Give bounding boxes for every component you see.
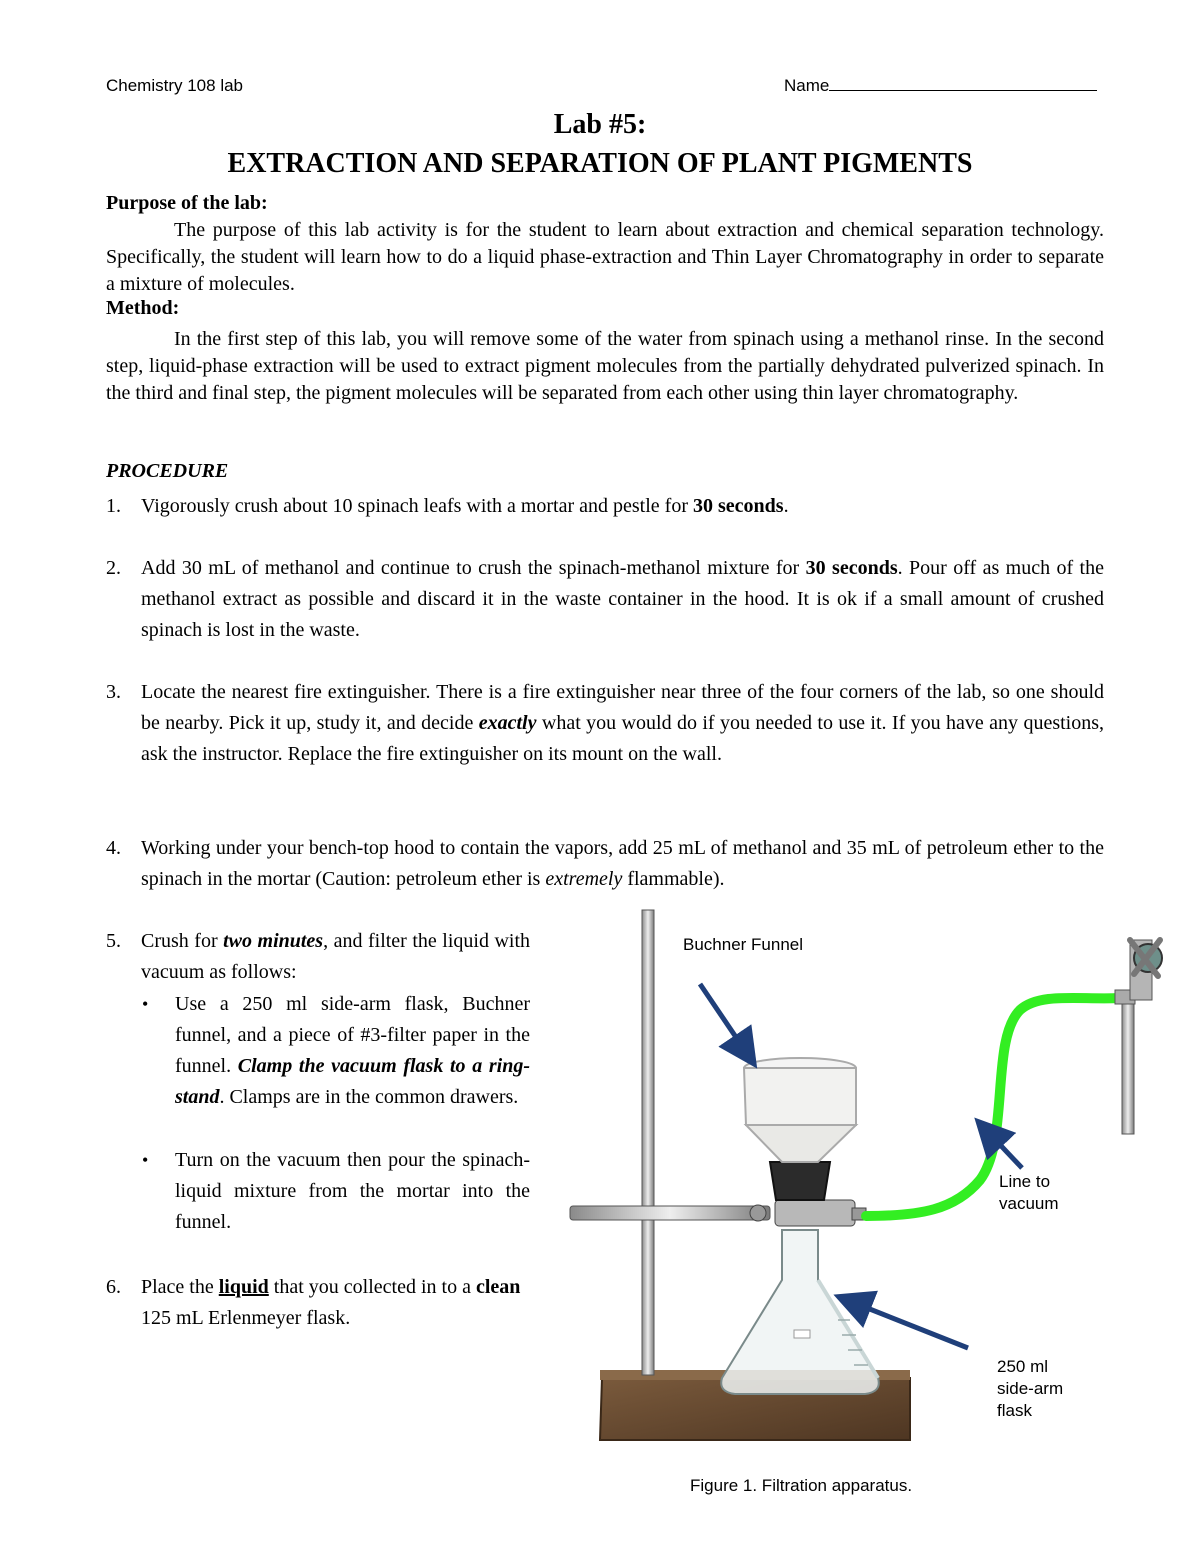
vacuum-tap	[1115, 940, 1162, 1134]
method-text: In the first step of this lab, you will remove some of the water from spinach using a methanol rinse. In the second step, liquid-phase extraction will be used to extract pigment molecules from the partially dehydrated pulverized spinach. In the third and final step, the pigment molecules will be separated from each other using thin layer chromatography.	[106, 328, 1104, 404]
course-name: Chemistry 108 lab	[106, 76, 244, 95]
rubber-stopper	[770, 1162, 830, 1200]
step-6-number: 6.	[106, 1276, 121, 1298]
lab-number-title: Lab #5:	[553, 109, 647, 140]
step-5-bullet-2: Turn on the vacuum then pour the spinach-liquid mixture from the mortar into the funnel.	[175, 1149, 530, 1233]
funnel-arrow	[700, 984, 746, 1052]
label-side-arm-flask: 250 ml side-arm flask	[997, 1357, 1064, 1420]
vacuum-hose	[866, 998, 1120, 1216]
flask-arrow	[852, 1302, 968, 1348]
purpose-text: The purpose of this lab activity is for the student to learn about extraction and chemical separation technology. Specifically, the student will learn how to do a liquid phase-extraction and Thin Layer Chromatography in order to separate a mixture of molecules.	[106, 219, 1104, 295]
flask-clamp	[570, 1200, 866, 1226]
step-4-text: Working under your bench-top hood to contain the vapors, add 25 mL of methanol and 35 mL of petroleum ether to the spinach in the mortar (Caution: petroleum ether is extremely flammable).	[141, 837, 1104, 890]
label-line-to-vacuum: Line to vacuum	[999, 1172, 1059, 1213]
step-2-number: 2.	[106, 557, 121, 579]
step-3-text: Locate the nearest fire extinguisher. There is a fire extinguisher near three of the four corners of the lab, so one should be nearby. Pick it up, study it, and decide exactly what you would do if you needed to use it. If you have any questions, ask the instructor. Replace the fire extinguisher on its mount on the wall.	[141, 681, 1105, 765]
step-1-text: Vigorously crush about 10 spinach leafs with a mortar and pestle for 30 seconds.	[141, 495, 789, 517]
step-1-number: 1.	[106, 495, 121, 517]
side-arm-flask	[721, 1230, 879, 1394]
step-5-bullet-1: Use a 250 ml side-arm flask, Buchner funnel, and a piece of #3-filter paper in the funnel. Clamp the vacuum flask to a ring-stand. Clamps are in the common drawers.	[175, 993, 531, 1108]
name-blank-line[interactable]	[829, 76, 1097, 91]
step-5-number: 5.	[106, 930, 121, 952]
lab-main-title: EXTRACTION AND SEPARATION OF PLANT PIGMENTS	[227, 148, 973, 179]
bullet-dot: •	[142, 994, 149, 1014]
figure-caption: Figure 1. Filtration apparatus.	[690, 1476, 913, 1495]
bullet-dot: •	[142, 1150, 149, 1170]
step-4-number: 4.	[106, 837, 121, 859]
step-2-text: Add 30 mL of methanol and continue to crush the spinach-methanol mixture for 30 seconds. Pour off as much of the methanol extract as possible and discard it in the waste container in the hood. It is ok if a small amount of crushed spinach is lost in the waste.	[141, 557, 1104, 641]
purpose-heading: Purpose of the lab:	[106, 192, 268, 214]
procedure-heading: PROCEDURE	[106, 460, 229, 482]
name-label: Name	[784, 76, 830, 95]
step-3-number: 3.	[106, 681, 121, 703]
name-field[interactable]	[784, 76, 1097, 96]
ring-stand-rod	[642, 910, 654, 1375]
filtration-apparatus-figure	[560, 900, 1180, 1460]
step-6-text: Place the liquid that you collected in to a clean 125 mL Erlenmeyer flask.	[141, 1276, 521, 1329]
label-buchner-funnel: Buchner Funnel	[683, 935, 804, 954]
step-5-text: Crush for two minutes, and filter the liquid with vacuum as follows:	[141, 930, 530, 983]
method-heading: Method:	[106, 297, 180, 319]
buchner-funnel	[744, 1058, 856, 1162]
